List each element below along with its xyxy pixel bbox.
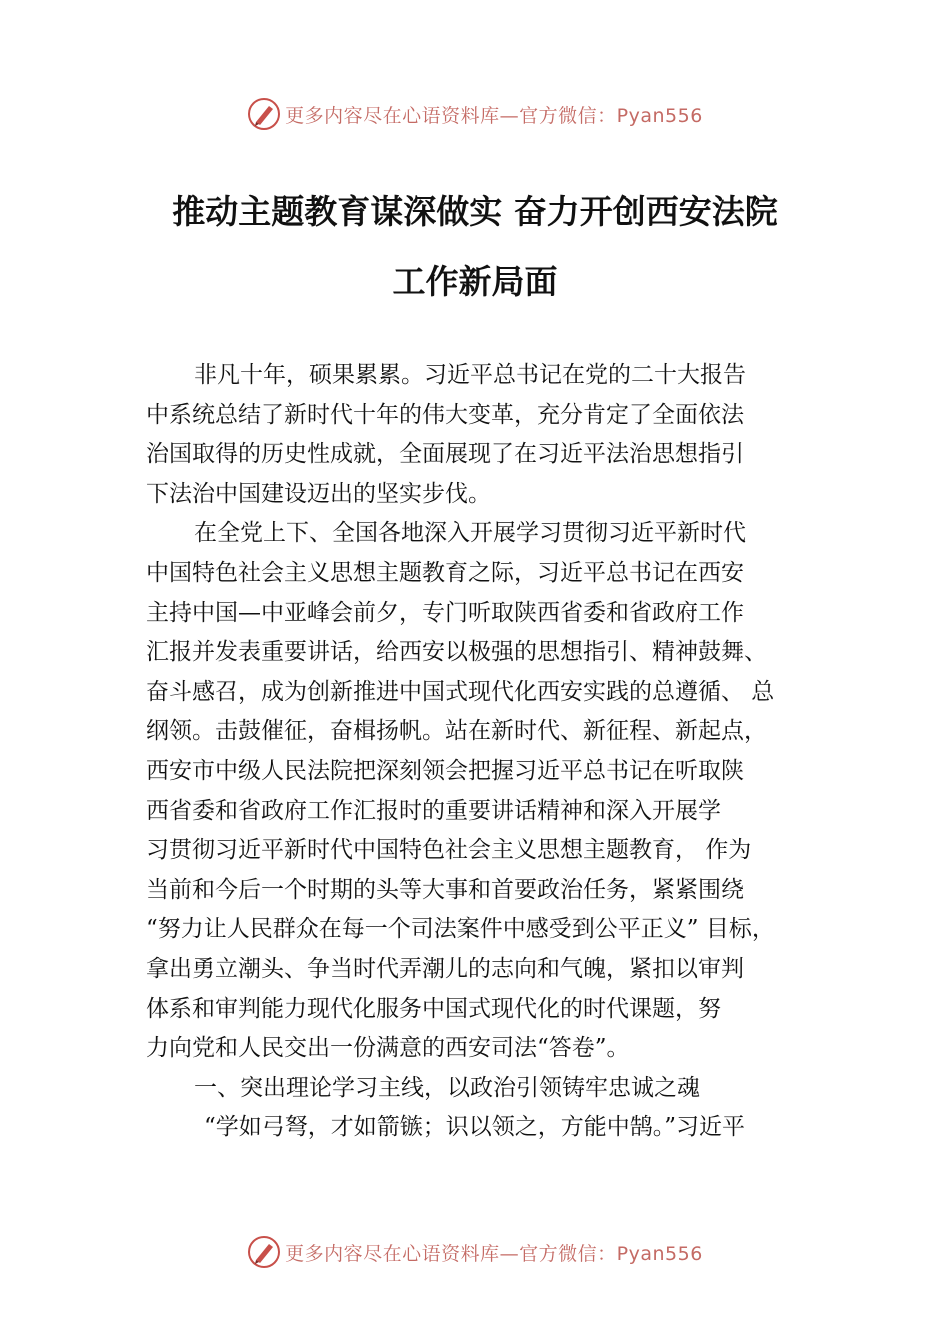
document-body xyxy=(146,356,826,1148)
paragraph-line: “学如弓弩，才如箭镞；识以领之，方能中鹄。”习近平 xyxy=(204,1114,746,1141)
watermark-bottom xyxy=(0,1232,950,1272)
pen-logo-icon xyxy=(247,97,281,131)
paragraph-line: 中国特色社会主义思想主题教育之际，习近平总书记在西安 xyxy=(146,559,744,586)
paragraph-line: 西省委和省政府工作汇报时的重要讲话精神和深入开展学 xyxy=(146,797,721,824)
pen-logo-icon xyxy=(247,1235,281,1269)
paragraph-line: 汇报并发表重要讲话，给西安以极强的思想指引、精神鼓舞、 xyxy=(146,639,767,666)
document-title-line-1: 推动主题教育谋深做实 奋力开创西安法院 xyxy=(172,192,778,231)
watermark-top xyxy=(0,94,950,134)
paragraph-line: 非凡十年，硕果累累。习近平总书记在党的二十大报告 xyxy=(194,362,746,388)
paragraph-line: “努力让人民群众在每一个司法案件中感受到公平正义” 目标， xyxy=(146,916,775,943)
paragraph-line: 中系统总结了新时代十年的伟大变革，充分肯定了全面依法 xyxy=(146,401,744,428)
paragraph-line: 西安市中级人民法院把深刻领会把握习近平总书记在听取陕 xyxy=(146,757,744,784)
section-heading: 一、突出理论学习主线，以政治引领铸牢忠诚之魂 xyxy=(194,1074,700,1101)
paragraph-line: 治国取得的历史性成就，全面展现了在习近平法治思想指引 xyxy=(146,441,744,468)
paragraph-line: 在全党上下、全国各地深入开展学习贯彻习近平新时代 xyxy=(194,520,746,547)
paragraph-line: 奋斗感召，成为创新推进中国式现代化西安实践的总遵循、 总 xyxy=(146,678,775,705)
paragraph-line: 体系和审判能力现代化服务中国式现代化的时代课题，努 xyxy=(146,995,721,1022)
paragraph-line: 当前和今后一个时期的头等大事和首要政治任务，紧紧围绕 xyxy=(146,876,744,903)
paragraph-line: 拿出勇立潮头、争当时代弄潮儿的志向和气魄，紧扣以审判 xyxy=(146,955,744,982)
paragraph-line: 纲领。击鼓催征，奋楫扬帆。站在新时代、新征程、新起点， xyxy=(146,718,767,745)
paragraph-line: 下法治中国建设迈出的坚实步伐。 xyxy=(146,480,491,507)
paragraph-line: 主持中国—中亚峰会前夕，专门听取陕西省委和省政府工作 xyxy=(146,599,744,626)
watermark-text: 更多内容尽在心语资料库—官方微信：Pyan556 xyxy=(285,1242,703,1265)
paragraph-line: 力向党和人民交出一份满意的西安司法“答卷”。 xyxy=(146,1035,630,1062)
document-title-line-2: 工作新局面 xyxy=(392,262,558,301)
paragraph-line: 习贯彻习近平新时代中国特色社会主义思想主题教育， 作为 xyxy=(146,837,752,864)
watermark-text: 更多内容尽在心语资料库—官方微信：Pyan556 xyxy=(285,104,703,127)
